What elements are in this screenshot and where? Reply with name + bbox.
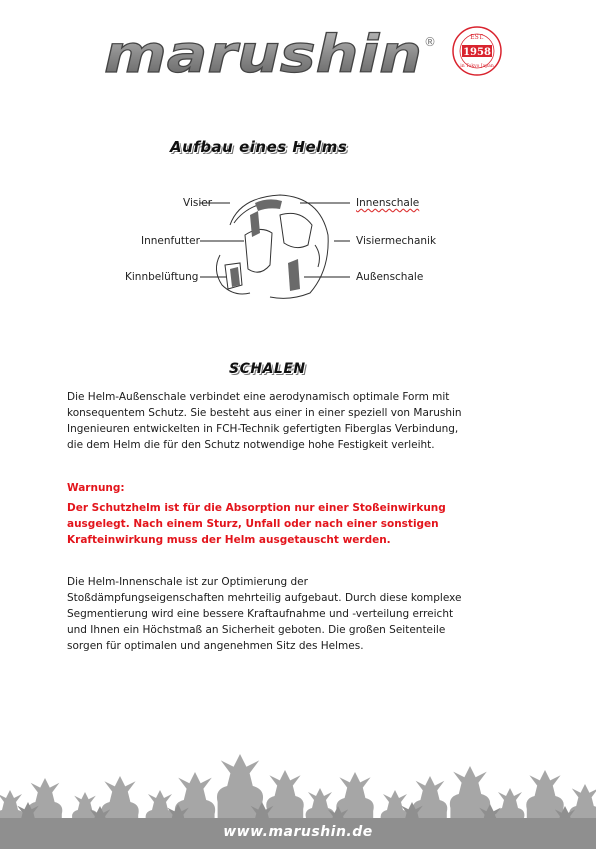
- label-innenschale: Innenschale: [356, 197, 420, 209]
- svg-text:EST.: EST.: [470, 34, 484, 41]
- footer-website-url[interactable]: www.marushin.de: [223, 824, 373, 840]
- label-visiermechanik: Visiermechanik: [356, 235, 437, 247]
- logo-wordmark-text: marushin: [104, 25, 422, 80]
- paragraph-innenschale: Die Helm-Innenschale ist zur Optimierung der Stoßdämpfungseigenschaften mehrteilig aufgebaut. Durch diese komplexe Segmentierung wird eine bessere Kraftaufnahme und -verteilung erreicht und Ihnen ein Höchstmaß an Sicherheit geboten. Die großen Seitenteile sorgen für optimalen und angenehmen Sitz des Helmes.: [67, 576, 462, 652]
- diagram-title: Aufbau eines Helms: [170, 138, 348, 156]
- label-kinnbeluftung: Kinnbelüftung: [125, 271, 199, 283]
- warning-text: Der Schutzhelm ist für die Absorption nur einer Stoßeinwirkung ausgelegt. Nach einem Sturz, Unfall oder nach einer sonstigen Krafteinwirkung muss der Helm ausgetauscht werden.: [67, 502, 446, 546]
- warning-heading: Warnung:: [67, 482, 125, 494]
- label-visier: Visier: [183, 197, 213, 209]
- label-innenfutter: Innenfutter: [141, 235, 200, 247]
- section-title: SCHALEN: [229, 361, 306, 377]
- svg-text:1958: 1958: [463, 47, 491, 58]
- est-1958-seal: [452, 26, 502, 76]
- label-aussenschale: Außenschale: [356, 271, 424, 283]
- paragraph-aussenschale: Die Helm-Außenschale verbindet eine aerodynamisch optimale Form mit konsequentem Schutz. Sie besteht aus einer in einer speziell von Marushin Ingenieuren entwickelten in FCH-Technik gefertigten Fiberglas Verbindung, die dem Helm die für den Schutz notwendige hohe Festigkeit verleiht.: [67, 391, 462, 451]
- marushin-logo: [100, 24, 438, 80]
- registered-mark: ®: [424, 35, 436, 49]
- helmet-exploded-icon: [200, 185, 350, 305]
- svg-text:in Tokyo Japan: in Tokyo Japan: [460, 64, 494, 69]
